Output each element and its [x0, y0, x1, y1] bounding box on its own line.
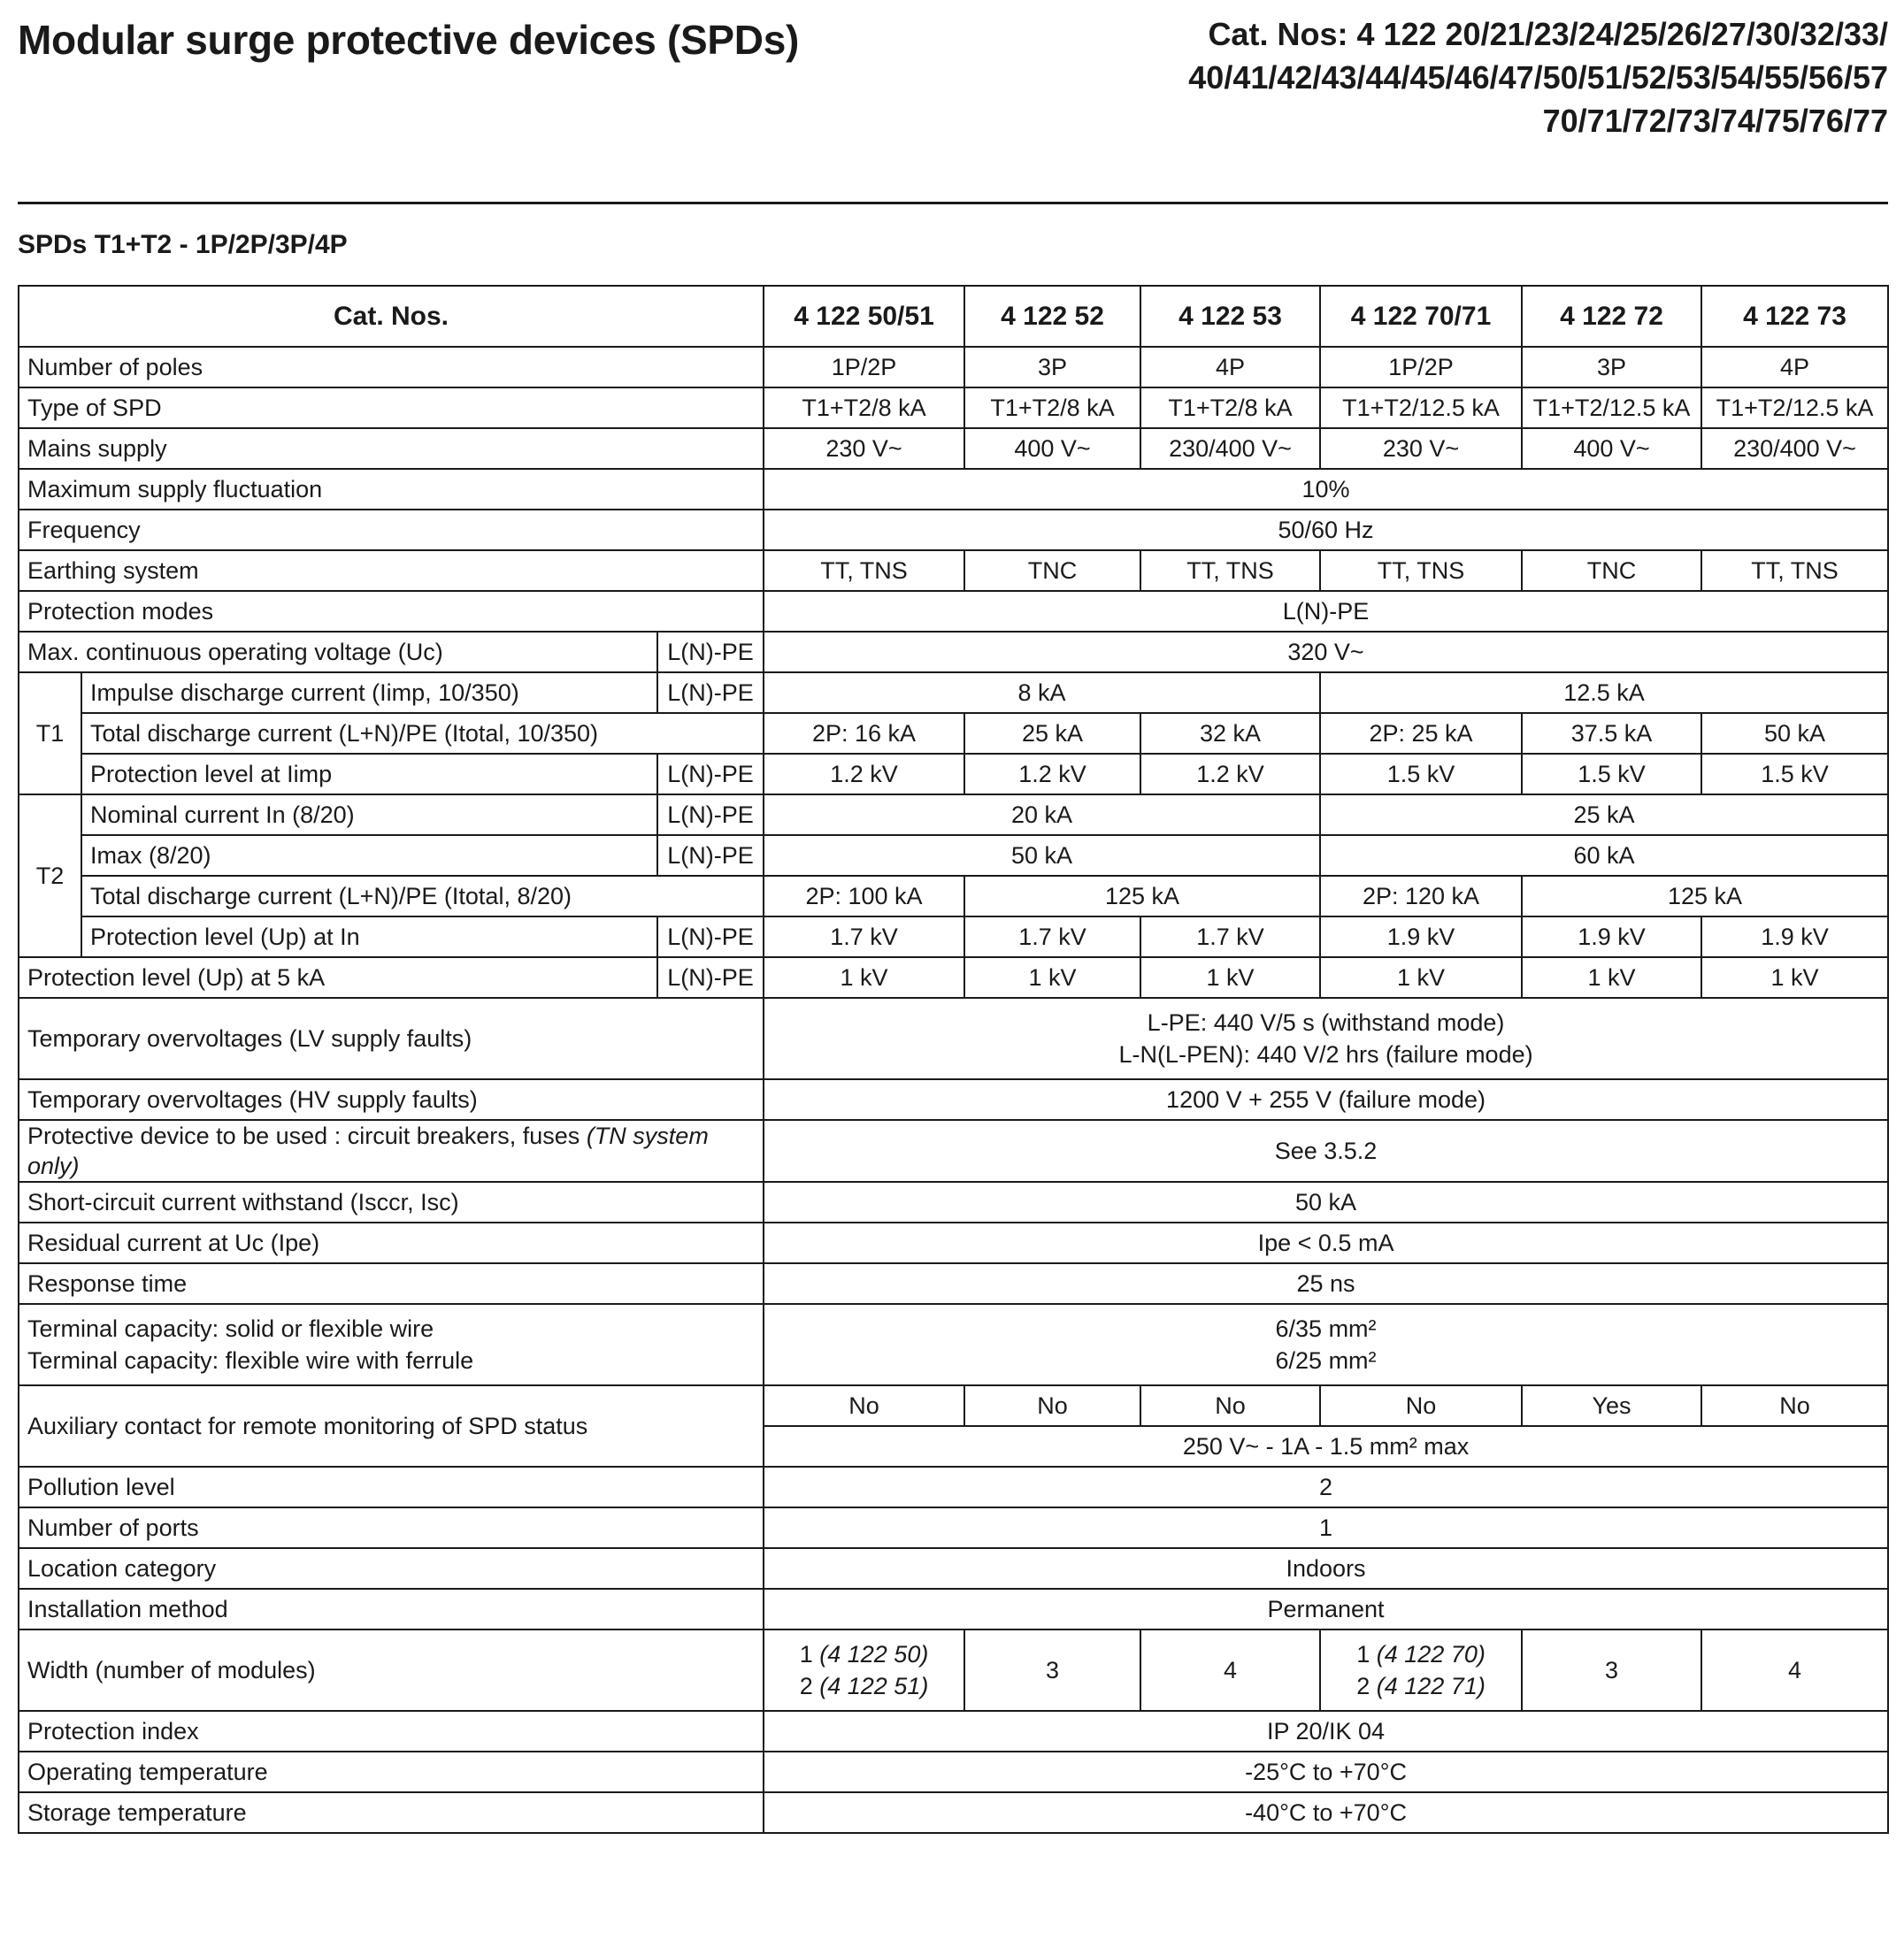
cell-line [1329, 1670, 1513, 1702]
table-row [19, 1548, 1888, 1589]
row-label: Impulse discharge current (Iimp, 10/350) [81, 672, 657, 713]
table-cell: 1.2 kV [964, 754, 1140, 794]
table-cell: 1.2 kV [764, 754, 964, 794]
table-row [19, 916, 1888, 957]
table-cell: TNC [964, 550, 1140, 591]
table-row [19, 550, 1888, 591]
table-row [19, 1263, 1888, 1304]
table-cell: 1.5 kV [1701, 754, 1888, 794]
table-cell: 10% [764, 469, 1888, 510]
table-row [19, 1589, 1888, 1629]
cell-line [1329, 1638, 1513, 1670]
header-divider [18, 202, 1888, 204]
table-row [19, 998, 1888, 1079]
table-cell: 230 V~ [1320, 428, 1522, 469]
table-row [19, 1711, 1888, 1752]
group-label-t2: T2 [19, 794, 81, 957]
table-row [19, 347, 1888, 387]
table-cell [764, 998, 1888, 1079]
table-row [19, 1467, 1888, 1507]
table-row [19, 510, 1888, 550]
column-header: 4 122 53 [1140, 286, 1320, 347]
table-cell: 8 kA [764, 672, 1320, 713]
row-label-line: Terminal capacity: flexible wire with ferrule [27, 1347, 474, 1374]
table-cell: 50/60 Hz [764, 510, 1888, 550]
table-row [19, 428, 1888, 469]
row-label: Protection modes [19, 591, 764, 632]
cell-note: (4 122 51) [819, 1673, 929, 1699]
table-row [19, 387, 1888, 428]
table-cell: 125 kA [964, 876, 1320, 916]
mode-cell: L(N)-PE [657, 916, 764, 957]
row-label: Nominal current In (8/20) [81, 794, 657, 835]
row-label-text: Protective device to be used : circuit breakers, fuses [27, 1123, 580, 1149]
row-label: Residual current at Uc (Ipe) [19, 1223, 764, 1263]
table-cell: 50 kA [1701, 713, 1888, 754]
table-cell: -25°C to +70°C [764, 1752, 1888, 1792]
table-row [19, 469, 1888, 510]
table-cell: 1.9 kV [1701, 916, 1888, 957]
table-cell: 50 kA [764, 1182, 1888, 1223]
row-label [19, 1304, 764, 1385]
table-cell: 3P [964, 347, 1140, 387]
row-label: Maximum supply fluctuation [19, 469, 764, 510]
table-cell: 1.7 kV [764, 916, 964, 957]
table-row [19, 713, 1888, 754]
row-label: Location category [19, 1548, 764, 1589]
table-row [19, 1752, 1888, 1792]
table-row [19, 835, 1888, 876]
table-cell: 1 kV [764, 957, 964, 998]
column-header: 4 122 52 [964, 286, 1140, 347]
table-row [19, 1304, 1888, 1385]
table-cell: 230/400 V~ [1701, 428, 1888, 469]
table-cell: 3 [1522, 1629, 1701, 1711]
table-row [19, 632, 1888, 672]
row-label: Response time [19, 1263, 764, 1304]
row-label: Short-circuit current withstand (Isccr, Isc) [19, 1182, 764, 1223]
cell-value: 1 [1356, 1641, 1370, 1668]
table-row [19, 1385, 1888, 1426]
table-cell: See 3.5.2 [764, 1120, 1888, 1182]
row-label: Protection level (Up) at In [81, 916, 657, 957]
table-cell: IP 20/IK 04 [764, 1711, 1888, 1752]
mode-cell: L(N)-PE [657, 794, 764, 835]
row-label: Type of SPD [19, 387, 764, 428]
row-label: Installation method [19, 1589, 764, 1629]
table-cell: TNC [1522, 550, 1701, 591]
table-cell: 2P: 25 kA [1320, 713, 1522, 754]
table-cell: 25 kA [1320, 794, 1888, 835]
catalog-numbers-line: 40/41/42/43/44/45/46/47/50/51/52/53/54/55/56/57 [1188, 59, 1888, 96]
table-cell: 37.5 kA [1522, 713, 1701, 754]
catalog-numbers [1188, 12, 1888, 142]
table-cell: 2P: 16 kA [764, 713, 964, 754]
table-cell: T1+T2/12.5 kA [1522, 387, 1701, 428]
row-label: Earthing system [19, 550, 764, 591]
table-cell: 1P/2P [764, 347, 964, 387]
column-header: 4 122 70/71 [1320, 286, 1522, 347]
catalog-numbers-line: Cat. Nos: 4 122 20/21/23/24/25/26/27/30/32/33/ [1208, 16, 1888, 52]
table-cell: 1.9 kV [1522, 916, 1701, 957]
row-label: Total discharge current (L+N)/PE (Itotal, 10/350) [81, 713, 764, 754]
table-cell: 1.7 kV [964, 916, 1140, 957]
table-cell: TT, TNS [1140, 550, 1320, 591]
row-label-note: (TN system only) [27, 1123, 709, 1179]
table-cell: 32 kA [1140, 713, 1320, 754]
row-label: Number of ports [19, 1507, 764, 1548]
table-cell: T1+T2/8 kA [964, 387, 1140, 428]
table-cell: No [1320, 1385, 1522, 1426]
table-cell [764, 1304, 1888, 1385]
table-cell: 4 [1140, 1629, 1320, 1711]
spec-table [18, 285, 1889, 1834]
row-label: Protection level (Up) at 5 kA [19, 957, 657, 998]
table-cell: 20 kA [764, 794, 1320, 835]
table-cell: 1P/2P [1320, 347, 1522, 387]
column-header: 4 122 73 [1701, 286, 1888, 347]
table-cell: -40°C to +70°C [764, 1792, 1888, 1833]
table-cell: 1 kV [1522, 957, 1701, 998]
column-header: 4 122 50/51 [764, 286, 964, 347]
table-cell: 400 V~ [1522, 428, 1701, 469]
row-label [19, 1120, 764, 1182]
cell-line [772, 1638, 956, 1670]
table-cell: T1+T2/12.5 kA [1320, 387, 1522, 428]
table-cell: 125 kA [1522, 876, 1888, 916]
table-row [19, 1507, 1888, 1548]
table-cell: 1.9 kV [1320, 916, 1522, 957]
table-cell: 1.5 kV [1320, 754, 1522, 794]
table-cell: 25 ns [764, 1263, 1888, 1304]
row-label: Pollution level [19, 1467, 764, 1507]
table-row [19, 1792, 1888, 1833]
table-header-row [19, 286, 1888, 347]
row-label: Storage temperature [19, 1792, 764, 1833]
table-cell: TT, TNS [1701, 550, 1888, 591]
cell-line: L-PE: 440 V/5 s (withstand mode) [1147, 1009, 1505, 1036]
page-title: Modular surge protective devices (SPDs) [18, 17, 800, 63]
table-cell: 1 kV [1320, 957, 1522, 998]
table-row [19, 672, 1888, 713]
table-row [19, 1182, 1888, 1223]
row-label: Width (number of modules) [19, 1629, 764, 1711]
table-cell: 12.5 kA [1320, 672, 1888, 713]
table-cell: TT, TNS [1320, 550, 1522, 591]
row-label: Protection index [19, 1711, 764, 1752]
table-cell: 4P [1140, 347, 1320, 387]
catalog-numbers-line: 70/71/72/73/74/75/76/77 [1542, 103, 1888, 139]
row-label: Temporary overvoltages (LV supply faults) [19, 998, 764, 1079]
table-cell: 25 kA [964, 713, 1140, 754]
table-row [19, 876, 1888, 916]
row-label: Imax (8/20) [81, 835, 657, 876]
table-cell [764, 1629, 964, 1711]
table-cell: T1+T2/12.5 kA [1701, 387, 1888, 428]
table-cell [1320, 1629, 1522, 1711]
table-cell: 1 [764, 1507, 1888, 1548]
mode-cell: L(N)-PE [657, 957, 764, 998]
cell-line: 6/25 mm² [1275, 1347, 1377, 1374]
row-label: Mains supply [19, 428, 764, 469]
table-cell: 400 V~ [964, 428, 1140, 469]
cell-line [772, 1670, 956, 1702]
table-row [19, 591, 1888, 632]
mode-cell: L(N)-PE [657, 754, 764, 794]
table-cell: No [964, 1385, 1140, 1426]
cell-note: (4 122 50) [819, 1641, 929, 1668]
mode-cell: L(N)-PE [657, 672, 764, 713]
table-cell: 2P: 100 kA [764, 876, 964, 916]
row-label: Frequency [19, 510, 764, 550]
group-label-t1: T1 [19, 672, 81, 794]
table-cell: 1 kV [1701, 957, 1888, 998]
section-subtitle: SPDs T1+T2 - 1P/2P/3P/4P [18, 230, 348, 259]
table-cell: 230 V~ [764, 428, 964, 469]
row-label: Max. continuous operating voltage (Uc) [19, 632, 657, 672]
row-label: Operating temperature [19, 1752, 764, 1792]
cell-line: 6/35 mm² [1275, 1315, 1377, 1342]
table-row [19, 1223, 1888, 1263]
cell-value: 2 [1356, 1673, 1370, 1699]
table-cell: 1 kV [964, 957, 1140, 998]
table-cell: T1+T2/8 kA [764, 387, 964, 428]
table-cell: Ipe < 0.5 mA [764, 1223, 1888, 1263]
row-label: Protection level at Iimp [81, 754, 657, 794]
row-label: Number of poles [19, 347, 764, 387]
row-label-line: Terminal capacity: solid or flexible wire [27, 1315, 434, 1342]
table-cell: No [764, 1385, 964, 1426]
row-label: Temporary overvoltages (HV supply faults) [19, 1079, 764, 1120]
table-row [19, 1120, 1888, 1182]
cell-line: L-N(L-PEN): 440 V/2 hrs (failure mode) [1118, 1041, 1533, 1068]
table-row [19, 794, 1888, 835]
header-cat-nos: Cat. Nos. [19, 286, 764, 347]
mode-cell: L(N)-PE [657, 632, 764, 672]
cell-note: (4 122 70) [1376, 1641, 1486, 1668]
mode-cell: L(N)-PE [657, 835, 764, 876]
table-cell: L(N)-PE [764, 591, 1888, 632]
row-label: Auxiliary contact for remote monitoring of SPD status [19, 1385, 764, 1467]
row-label: Total discharge current (L+N)/PE (Itotal, 8/20) [81, 876, 764, 916]
table-cell: No [1701, 1385, 1888, 1426]
table-cell: 320 V~ [764, 632, 1888, 672]
cell-value: 2 [799, 1673, 813, 1699]
cell-note: (4 122 71) [1376, 1673, 1486, 1699]
table-row [19, 754, 1888, 794]
table-row [19, 1079, 1888, 1120]
table-cell: TT, TNS [764, 550, 964, 591]
table-row [19, 957, 1888, 998]
table-cell: 1.5 kV [1522, 754, 1701, 794]
table-row [19, 1629, 1888, 1711]
table-cell: 1 kV [1140, 957, 1320, 998]
table-cell: T1+T2/8 kA [1140, 387, 1320, 428]
table-cell: No [1140, 1385, 1320, 1426]
table-cell: Permanent [764, 1589, 1888, 1629]
table-cell: 3P [1522, 347, 1701, 387]
table-cell: 4P [1701, 347, 1888, 387]
table-cell: 50 kA [764, 835, 1320, 876]
table-cell: 230/400 V~ [1140, 428, 1320, 469]
table-cell: 60 kA [1320, 835, 1888, 876]
table-cell: Yes [1522, 1385, 1701, 1426]
table-cell: 1.7 kV [1140, 916, 1320, 957]
table-cell: 2 [764, 1467, 1888, 1507]
cell-value: 1 [799, 1641, 813, 1668]
table-cell: 2P: 120 kA [1320, 876, 1522, 916]
table-cell: 1.2 kV [1140, 754, 1320, 794]
column-header: 4 122 72 [1522, 286, 1701, 347]
table-cell: 250 V~ - 1A - 1.5 mm² max [764, 1426, 1888, 1467]
table-cell: 4 [1701, 1629, 1888, 1711]
table-cell: 1200 V + 255 V (failure mode) [764, 1079, 1888, 1120]
table-cell: Indoors [764, 1548, 1888, 1589]
table-cell: 3 [964, 1629, 1140, 1711]
